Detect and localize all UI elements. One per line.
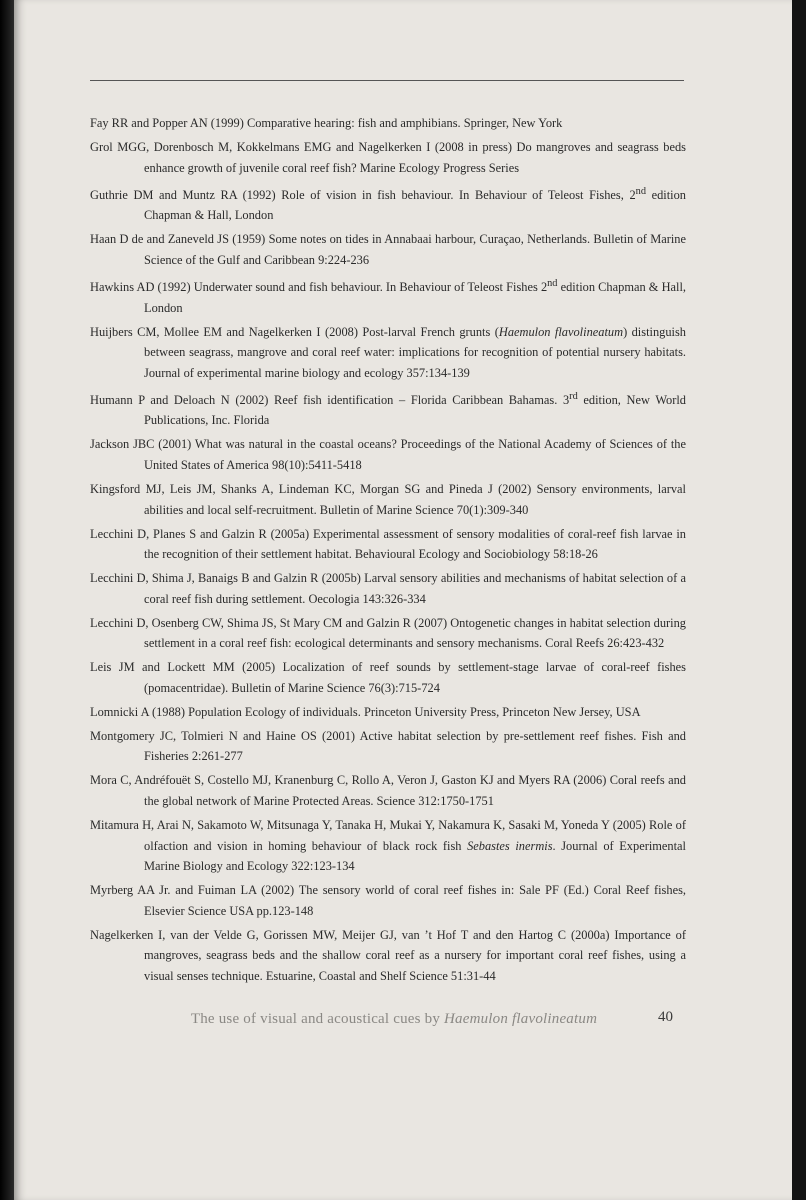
document-page <box>14 0 792 1200</box>
reference-entry: Mora C, Andréfouët S, Costello MJ, Kranenburg C, Rollo A, Veron J, Gaston KJ and Myers RA (2006) Coral reefs and the global network of Marine Protected Areas. Science 312:1750-1751 <box>90 773 686 809</box>
reference-entry: Haan D de and Zaneveld JS (1959) Some notes on tides in Annabaai harbour, Curaçao, Netherlands. Bulletin of Marine Science of the Gulf and Caribbean 9:224-236 <box>90 232 686 267</box>
reference-entry: Montgomery JC, Tolmieri N and Haine OS (2001) Active habitat selection by pre-settlement reef fishes. Fish and Fisheries 2:261-277 <box>90 728 686 764</box>
reference-entry: Myrberg AA Jr. and Fuiman LA (2002) The sensory world of coral reef fishes in: Sale PF (Ed.) Coral Reef fishes, Elsevier Science USA pp.123-148 <box>90 883 686 918</box>
running-footer-title: The use of visual and acoustical cues by Haemulon flavolineatum <box>190 1011 598 1027</box>
reference-entry: Lecchini D, Shima J, Banaigs B and Galzin R (2005b) Larval sensory abilities and mechanisms of habitat selection of a coral reef fish during settlement. Oecologia 143:326-334 <box>90 571 686 606</box>
reference-entry: Kingsford MJ, Leis JM, Shanks A, Lindeman KC, Morgan SG and Pineda J (2002) Sensory environments, larval abilities and local self-recruitment. Bulletin of Marine Science 70(1):309-340 <box>90 482 686 517</box>
reference-entry: Humann P and Deloach N (2002) Reef fish identification – Florida Caribbean Bahamas. 3rd edition, New World Publications, Inc. Florida <box>90 390 686 428</box>
page-number: 40 <box>658 1009 673 1025</box>
reference-entry: Jackson JBC (2001) What was natural in the coastal oceans? Proceedings of the National Academy of Sciences of the United States of America 98(10):5411-5418 <box>90 437 686 473</box>
reference-entry: Huijbers CM, Mollee EM and Nagelkerken I (2008) Post-larval French grunts (Haemulon flavolineatum) distinguish between seagrass, mangrove and coral reef water: implications for recognition of potential nursery habitats. Journal of experimental marine biology and ecology 357:134-139 <box>90 324 686 380</box>
reference-entry: Fay RR and Popper AN (1999) Comparative hearing: fish and amphibians. Springer, New York <box>90 116 563 130</box>
header-rule <box>90 80 684 81</box>
page-edge <box>792 0 806 1200</box>
reference-entry: Lomnicki A (1988) Population Ecology of individuals. Princeton University Press, Princeton New Jersey, USA <box>90 704 641 719</box>
reference-entry: Nagelkerken I, van der Velde G, Gorissen MW, Meijer GJ, van ’t Hof T and den Hartog C (2000a) Importance of mangroves, seagrass beds and the shallow coral reef as a nursery for important coral reef fishes, using a visual senses technique. Estuarine, Coastal and Shelf Science 51:31-44 <box>90 927 686 983</box>
reference-list <box>90 113 686 990</box>
reference-entry: Guthrie DM and Muntz RA (1992) Role of vision in fish behaviour. In Behaviour of Teleost Fishes, 2nd edition Chapman & Hall, London <box>90 185 686 223</box>
reference-entry: Hawkins AD (1992) Underwater sound and fish behaviour. In Behaviour of Teleost Fishes 2nd edition Chapman & Hall, London <box>90 277 686 315</box>
reference-entry: Mitamura H, Arai N, Sakamoto W, Mitsunaga Y, Tanaka H, Mukai Y, Nakamura K, Sasaki M, Yoneda Y (2005) Role of olfaction and vision in homing behaviour of black rock fish Sebastes inermis. Journal of Experimental Marine Biology and Ecology 322:123-134 <box>90 818 686 874</box>
reference-entry: Leis JM and Lockett MM (2005) Localization of reef sounds by settlement-stage larvae of coral-reef fishes (pomacentridae). Bulletin of Marine Science 76(3):715-724 <box>90 660 686 695</box>
binding-shadow <box>0 0 14 1200</box>
reference-entry: Lecchini D, Planes S and Galzin R (2005a) Experimental assessment of sensory modalities of coral-reef fish larvae in the recognition of their settlement habitat. Behavioural Ecology and Sociobiology 58:18-26 <box>90 526 686 562</box>
reference-entry: Lecchini D, Osenberg CW, Shima JS, St Mary CM and Galzin R (2007) Ontogenetic changes in habitat selection during settlement in a coral reef fish: ecological determinants and sensory mechanisms. Coral Reefs 26:423-432 <box>90 615 686 651</box>
reference-entry: Grol MGG, Dorenbosch M, Kokkelmans EMG and Nagelkerken I (2008 in press) Do mangroves and seagrass beds enhance growth of juvenile coral reef fish? Marine Ecology Progress Series <box>90 139 686 175</box>
